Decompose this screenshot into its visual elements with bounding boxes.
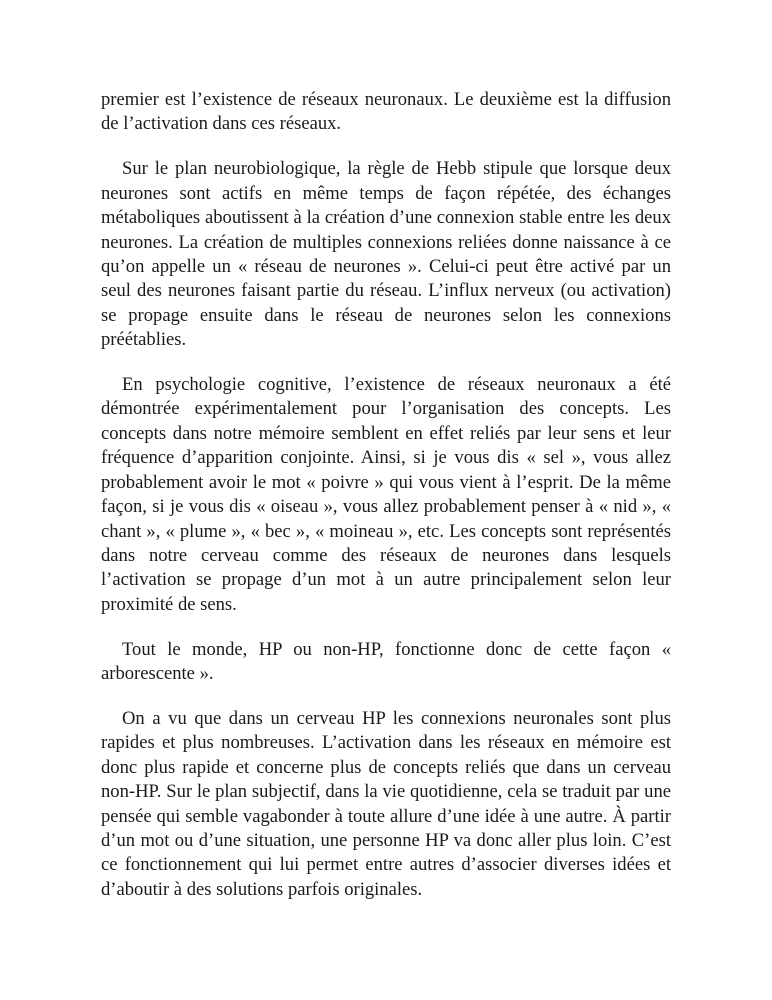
paragraph-continuation: premier est l’existence de réseaux neuronaux. Le deuxième est la diffusion de l’activation dans ces réseaux. xyxy=(101,89,671,135)
paragraph-hebb-rule: Sur le plan neurobiologique, la règle de Hebb stipule que lorsque deux neurones sont actifs en même temps de façon répétée, des échanges métaboliques aboutissent à la création d’une connexion stable entre les deux neurones. La création de multiples connexions reliées donne naissance à ce qu’on appelle un « réseau de neurones ». Celui-ci peut être activé par un seul des neurones faisant partie du réseau. L’influx nerveux (ou activation) se propage ensuite dans le réseau de neurones selon les connexions préétablies. xyxy=(101,158,671,351)
document-page xyxy=(101,88,671,923)
paragraph-arborescent: Tout le monde, HP ou non-HP, fonctionne donc de cette façon « arborescente ». xyxy=(101,638,671,685)
paragraph-cognitive-psychology: En psychologie cognitive, l’existence de réseaux neuronaux a été démontrée expérimentalement pour l’organisation des concepts. Les concepts dans notre mémoire semblent en effet reliés par leur sens et leur fréquence d’apparition conjointe. Ainsi, si je vous dis « sel », vous allez probablement avoir le mot « poivre » qui vous vient à l’esprit. De la même façon, si je vous dis « oiseau », vous allez probablement penser à « nid », « chant », « plume », « bec », « moineau », etc. Les concepts sont représentés dans notre cerveau comme des réseaux de neurones dans lesquels l’activation se propage d’un mot à un autre principalement selon leur proximité de sens. xyxy=(101,374,671,615)
paragraph-hp-brain: On a vu que dans un cerveau HP les connexions neuronales sont plus rapides et plus nombreuses. L’activation dans les réseaux en mémoire est donc plus rapide et concerne plus de concepts reliés que dans un cerveau non-HP. Sur le plan subjectif, dans la vie quotidienne, cela se traduit par une pensée qui semble vagabonder à toute allure d’une idée à une autre. À partir d’un mot ou d’une situation, une personne HP va donc aller plus loin. C’est ce fonctionnement qui lui permet entre autres d’associer diverses idées et d’aboutir à des solutions parfois originales. xyxy=(101,707,671,900)
